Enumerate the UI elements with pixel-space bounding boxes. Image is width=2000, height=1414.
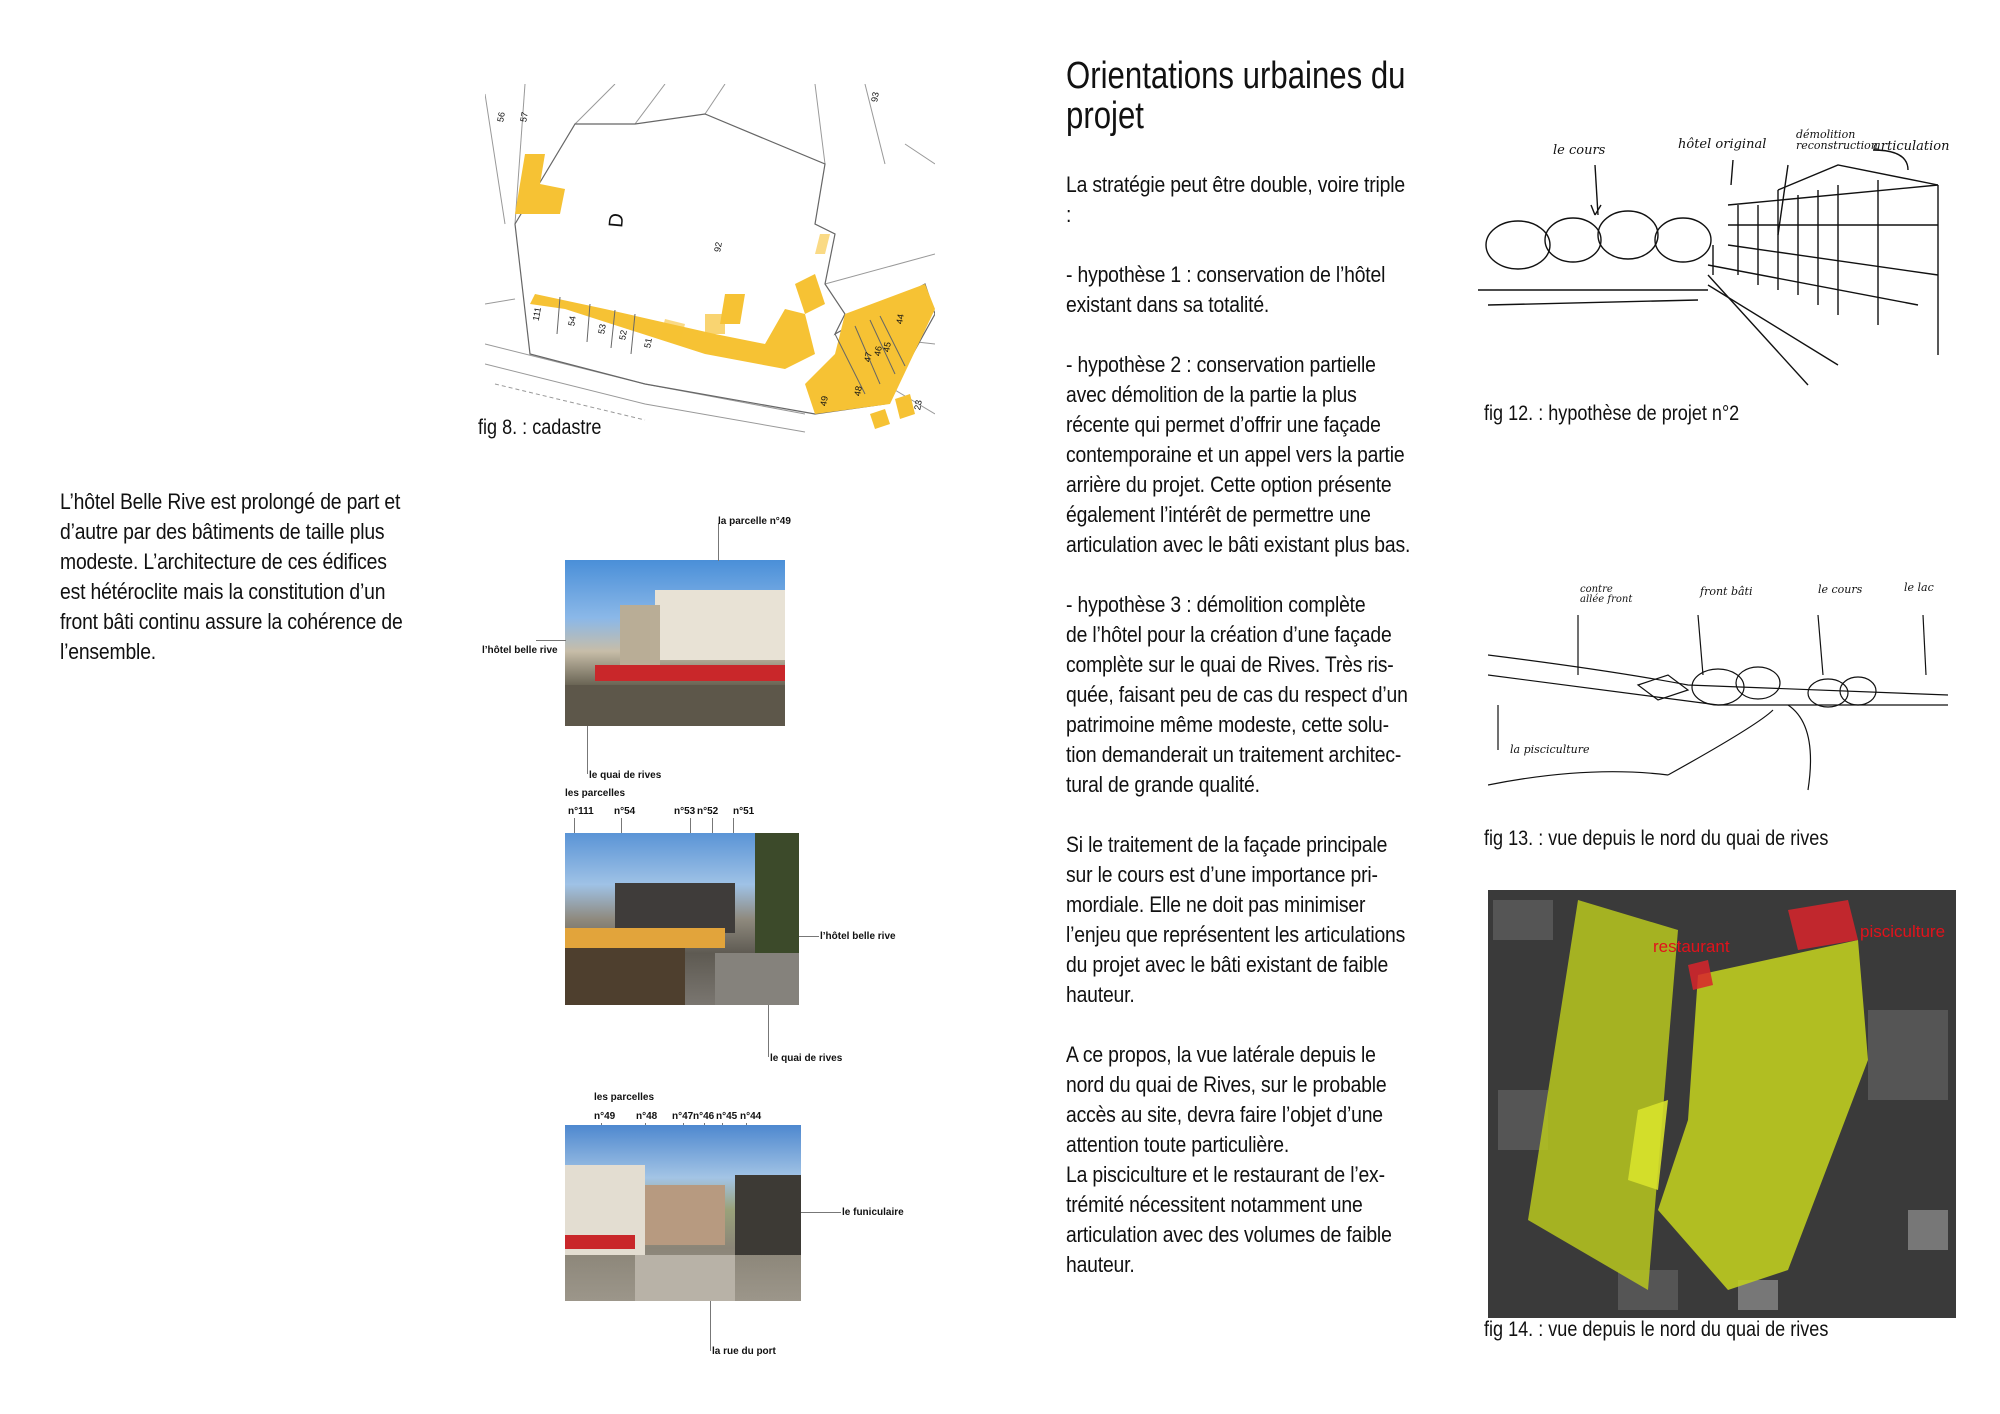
label-hotel-belle-rive: l’hôtel belle rive [482, 645, 558, 656]
sketch2-label: contre allée front [1580, 584, 1633, 605]
photo-rue-du-port [565, 1125, 801, 1301]
parcel-label: n°45 [716, 1111, 738, 1122]
parcel-label: n°111 [568, 806, 594, 817]
sketch-vue-nord [1488, 575, 1948, 815]
parcel-label: n°52 [697, 806, 719, 817]
label-parcelles-group: les parcelles [565, 788, 626, 799]
aerial-photo [1488, 890, 1956, 1318]
parcel-label: n°48 [636, 1111, 658, 1122]
cadastre-map [485, 84, 935, 434]
parcel-label: n°53 [674, 806, 696, 817]
cadastre-letter: D [605, 212, 629, 229]
parcel-number: 54 [566, 315, 578, 327]
parcel-number: 51 [642, 337, 654, 349]
label-rue-du-port: la rue du port [712, 1346, 776, 1357]
intro-paragraph: L’hôtel Belle Rive est prolongé de part et d’autre par des bâtiments de taille plus modeste. L’architecture de ces édifices est hétéroclite mais la constitution d’un front bâti continu assure la cohérence de l’ensemble. [60, 489, 403, 664]
fig13-caption: fig 13. : vue depuis le nord du quai de rives [1484, 827, 1829, 850]
sketch2-label: le lac [1904, 581, 1934, 594]
sketch1-label: démolition reconstruction [1796, 128, 1878, 152]
sketch2-label: le cours [1818, 583, 1863, 596]
sketch1-label: le cours [1553, 143, 1606, 158]
label-hotel-belle-rive-2: l’hôtel belle rive [820, 931, 896, 942]
parcel-number: 57 [518, 111, 530, 123]
sketch2-label: front bâti [1700, 585, 1753, 598]
parcel-number: 46 [872, 345, 884, 357]
fig14-caption: fig 14. : vue depuis le nord du quai de rives [1484, 1318, 1829, 1341]
parcel-number: 23 [912, 399, 924, 411]
parcel-number: 93 [869, 91, 881, 103]
parcel-label: n°49 [594, 1111, 616, 1122]
parcel-label: n°46 [693, 1111, 715, 1122]
sketch1-label: articulation [1873, 139, 1950, 154]
parcel-number: 47 [862, 351, 874, 363]
label-funiculaire: le funiculaire [842, 1207, 904, 1218]
label-parcelle-49: la parcelle n°49 [718, 516, 791, 527]
photo-parcelles-hotel [565, 833, 799, 1005]
sketch-hypothese-2 [1478, 125, 1948, 425]
label-quai-de-rives: le quai de rives [589, 770, 662, 781]
label-parcelles-group-2: les parcelles [594, 1092, 655, 1103]
fig8-caption: fig 8. : cadastre [478, 416, 602, 439]
page-title: Orientations urbaines du projet [1066, 55, 1406, 137]
parcel-label: n°51 [733, 806, 755, 817]
parcel-number: 92 [712, 241, 724, 253]
parcel-number: 48 [852, 385, 864, 397]
cadastre-svg [485, 84, 935, 434]
aerial-label-pisciculture: pisciculture [1860, 922, 1946, 941]
parcel-number: 44 [894, 313, 906, 325]
main-text: La stratégie peut être double, voire triple : - hypothèse 1 : conservation de l’hôtel existant dans sa totalité. - hypothèse 2 : conservation partielle avec démolition de la partie la plus récente qui permet d’offrir une façade contemporaine et un appel vers la partie arrière du projet. Cette option présente également l’intérêt de permettre une articulation avec le bâti existant plus bas. - hypothèse 3 : démolition complète de l’hôtel pour la création d’une façade complète sur le quai de Rives. Très ris- quée, faisant peu de cas du respect d’un patrimoine même modeste, cette solu- tion demanderait un traitement architec- tural de grande qualité. Si le traitement de la façade principale sur le cours est d’une importance pri- mordiale. Elle ne doit pas minimiser l’enjeu que représentent les articulations du projet avec le bâti existant de faible hauteur. A ce propos, la vue latérale depuis le nord du quai de Rives, sur le probable accès au site, devra faire l’objet d’une attention toute particulière. La pisciculture et le restaurant de l’ex- trémité nécessitent notamment une articulation avec des volumes de faible hauteur. [1066, 172, 1411, 1277]
parcel-number: 52 [617, 329, 629, 341]
parcel-number: 111 [530, 306, 543, 322]
parcel-number: 49 [818, 395, 830, 407]
sketch1-svg [1478, 125, 1948, 425]
sketch2-svg [1488, 575, 1948, 815]
parcel-label: n°54 [614, 806, 636, 817]
parcel-label: n°47 [672, 1111, 694, 1122]
parcel-number: 56 [495, 111, 507, 123]
parcel-number: 53 [596, 323, 608, 335]
parcel-number: 45 [881, 341, 893, 353]
sketch1-label: hôtel original [1678, 137, 1767, 152]
parcel-label: n°44 [740, 1111, 762, 1122]
photo-parcelle-49 [565, 560, 785, 726]
sketch2-label: la pisciculture [1510, 743, 1590, 756]
fig12-caption: fig 12. : hypothèse de projet n°2 [1484, 402, 1740, 425]
label-quai-de-rives-2: le quai de rives [770, 1053, 843, 1064]
aerial-label-restaurant: restaurant [1653, 937, 1730, 956]
